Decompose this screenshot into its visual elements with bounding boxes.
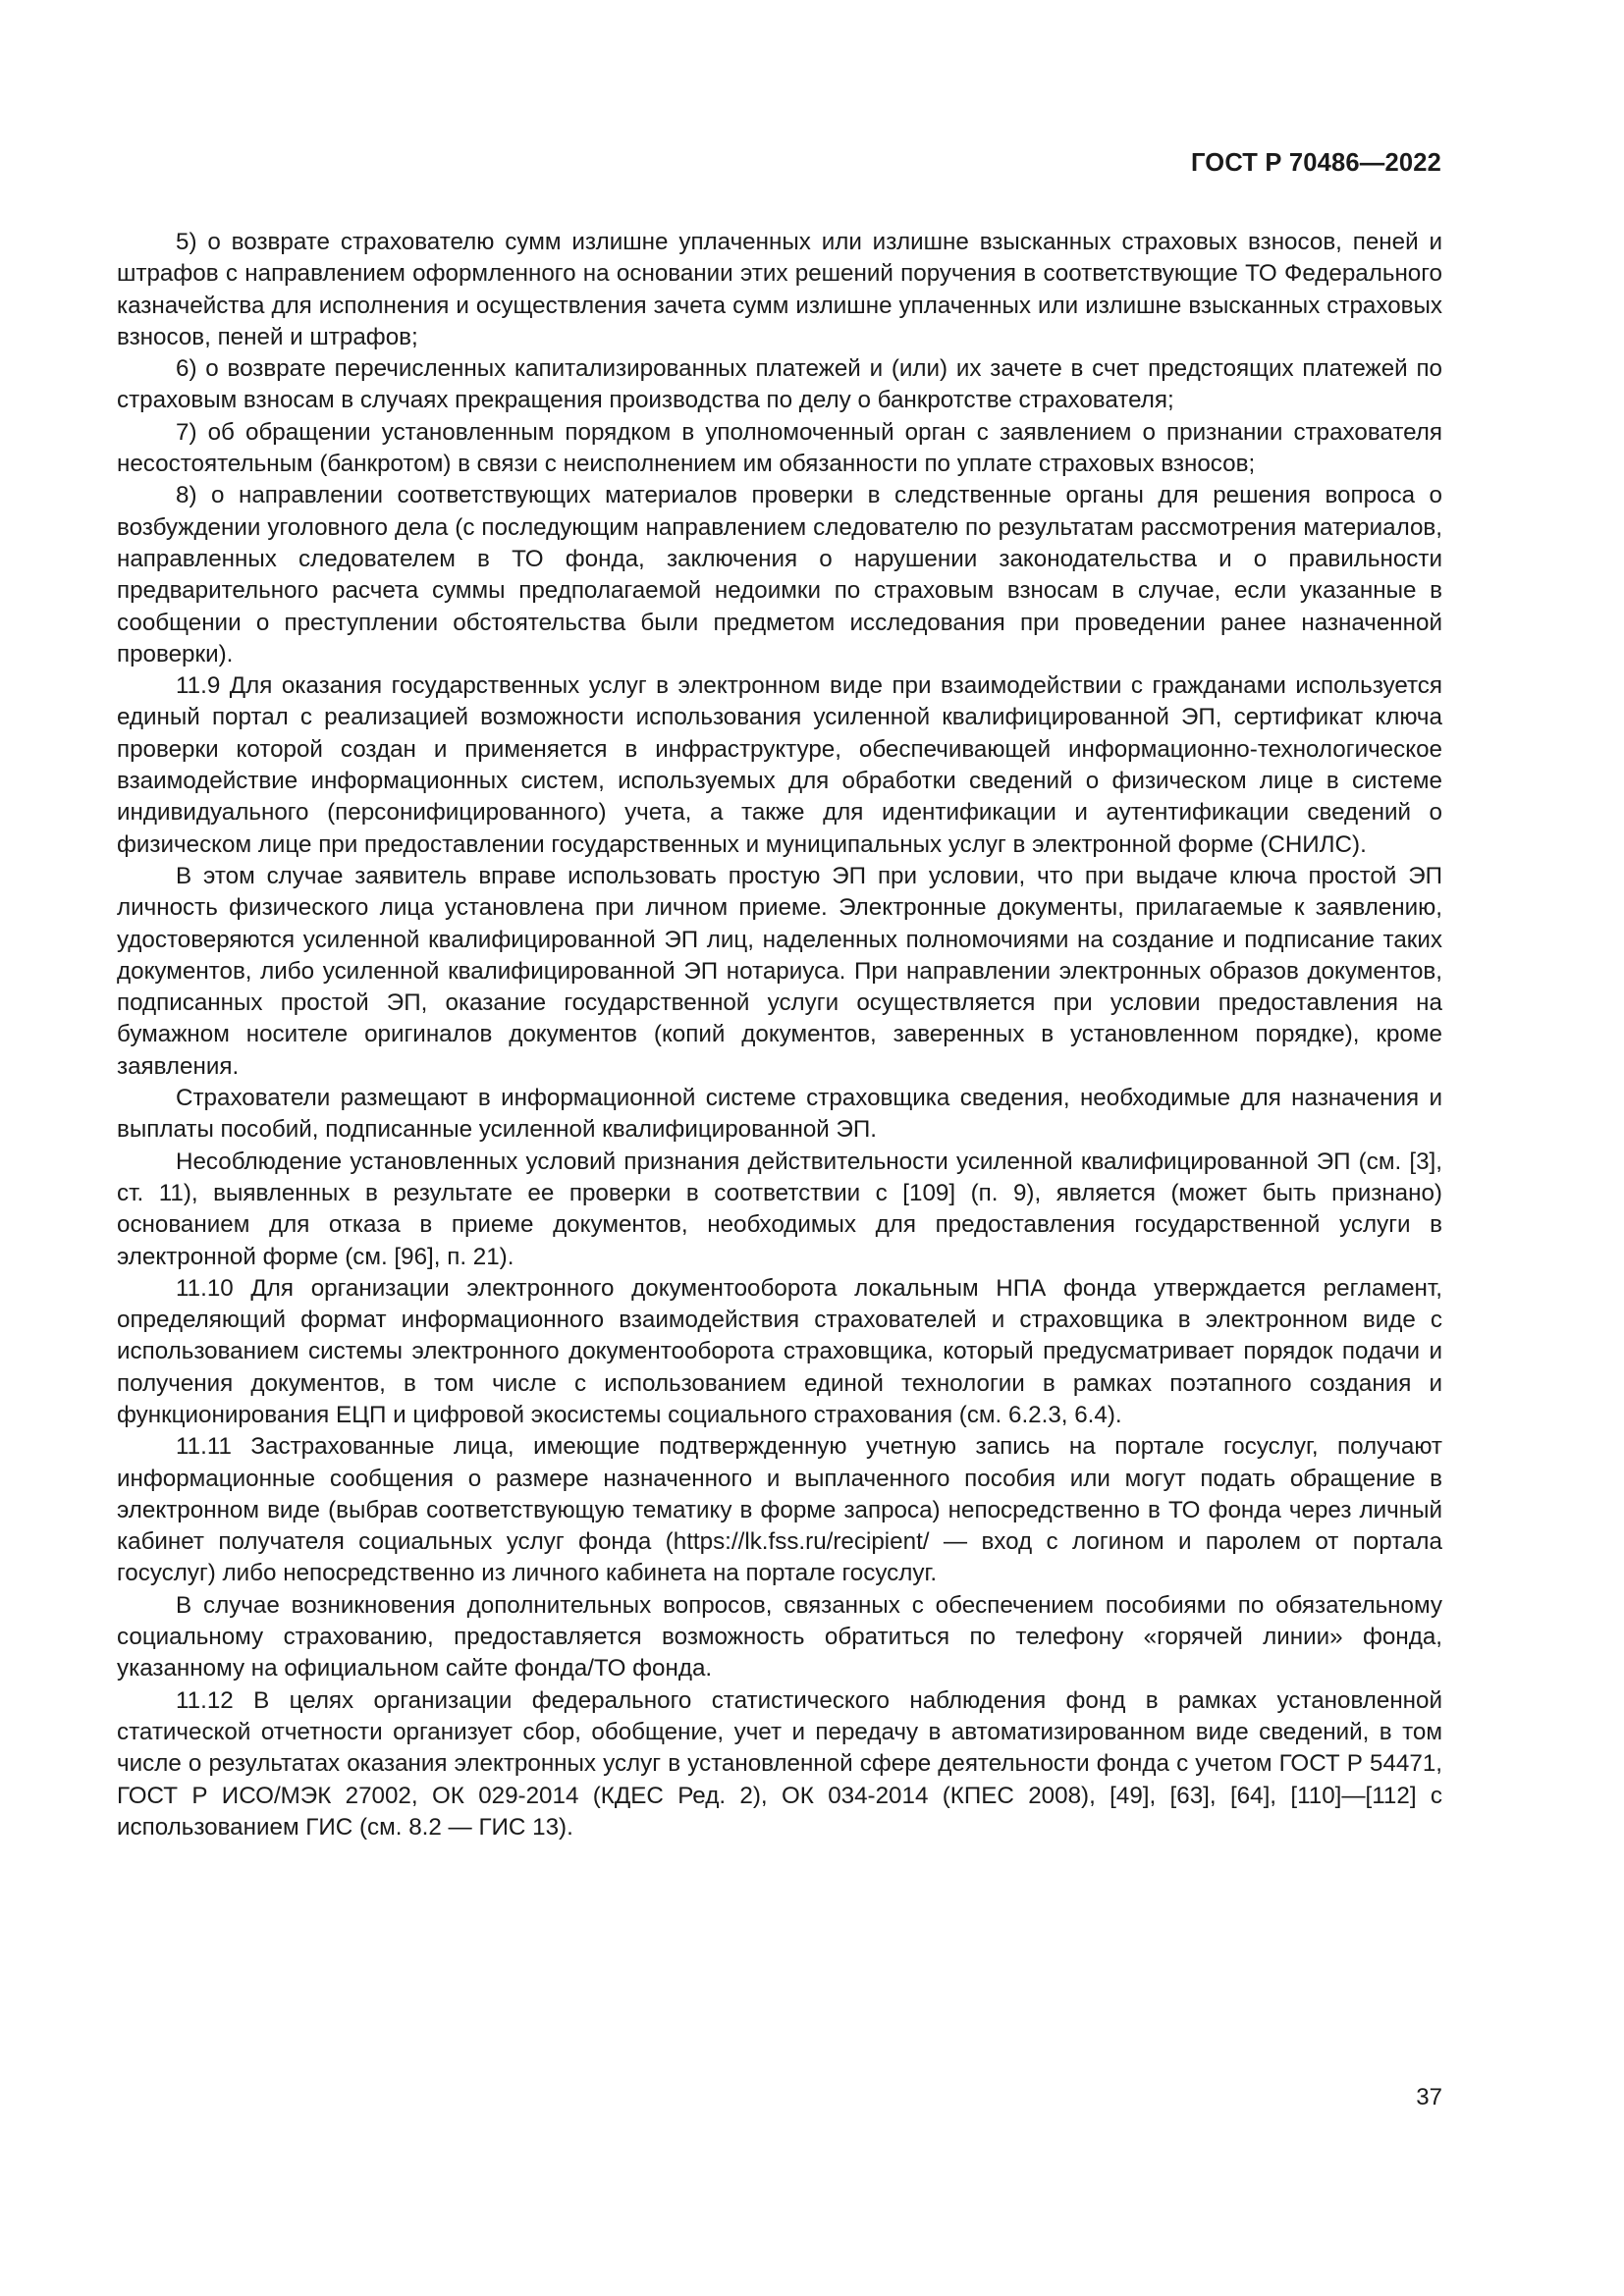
paragraph-11-11: 11.11 Застрахованные лица, имеющие подтвержденную учетную запись на портале госуслуг, получают информационные сообщения о размере назначенного и выплаченного пособия или могут подать обращение в электронном виде (выбрав соответствующую тематику в форме запроса) непосредственно в ТО фонда через личный кабинет получателя социальных услуг фонда (https://lk.fss.ru/recipient/ — вход с логином и паролем от портала госуслуг) либо непосредственно из личного кабинета на портале госуслуг.: [117, 1433, 1442, 1587]
paragraph-6: 6) о возврате перечисленных капитализированных платежей и (или) их зачете в счет предстоящих платежей по страховым взносам в случаях прекращения производства по делу о банкротстве страхователя;: [117, 355, 1442, 414]
paragraph-11-12: 11.12 В целях организации федерального статистического наблюдения фонд в рамках установленной статической отчетности организует сбор, обобщение, учет и передачу в автоматизированном виде сведений, в том числе о результатах оказания электронных услуг в установленной сфере деятельности фонда с учетом ГОСТ Р 54471, ГОСТ Р ИСО/МЭК 27002, ОК 029-2014 (КДЕС Ред. 2), ОК 034-2014 (КПЕС 2008), [49], [63], [64], [110]—[112] с использованием ГИС (см. 8.2 — ГИС 13).: [117, 1686, 1442, 1841]
paragraph-11-9: 11.9 Для оказания государственных услуг в электронном виде при взаимодействии с гражданами используется единый портал с реализацией возможности использования усиленной квалифицированной ЭП, сертификат ключа проверки которой создан и применяется в инфраструктуре, обеспечивающей информационно-технологическое взаимодействие информационных систем, используемых для обработки сведений о физическом лице в системе индивидуального (персонифицированного) учета, а также для идентификации и аутентификации сведений о физическом лице при предоставлении государственных и муниципальных услуг в электронной форме (СНИЛС).: [117, 672, 1442, 858]
document-body: [117, 227, 1442, 1843]
paragraph-non-compliance: Несоблюдение установленных условий признания действительности усиленной квалифицированной ЭП (см. [3], ст. 11), выявленных в результате ее проверки в соответствии с [109] (п. 9), является (может быть признано) основанием для отказа в приеме документов, необходимых для предоставления государственной услуги в электронной форме (см. [96], п. 21).: [117, 1148, 1442, 1270]
paragraph-hotline: В случае возникновения дополнительных вопросов, связанных с обеспечением пособиями по обязательному социальному страхованию, предоставляется возможность обратиться по телефону «горячей линии» фонда, указанному на официальном сайте фонда/ТО фонда.: [117, 1591, 1442, 1682]
paragraph-5: 5) о возврате страхователю сумм излишне уплаченных или излишне взысканных страховых взносов, пеней и штрафов с направлением оформленного на основании этих решений поручения в соответствующие ТО Федерального казначейства для исполнения и осуществления зачета сумм излишне уплаченных или излишне взысканных страховых взносов, пеней и штрафов;: [117, 229, 1442, 350]
document-code-header: ГОСТ Р 70486—2022: [1190, 149, 1441, 177]
paragraph-simple-ep: В этом случае заявитель вправе использовать простую ЭП при условии, что при выдаче ключа простой ЭП личность физического лица установлена при личном приеме. Электронные документы, прилагаемые к заявлению, удостоверяются усиленной квалифицированной ЭП лиц, наделенных полномочиями на создание и подписание таких документов, либо усиленной квалифицированной ЭП нотариуса. При направлении электронных образов документов, подписанных простой ЭП, оказание государственной услуги осуществляется при условии предоставления на бумажном носителе оригиналов документов (копий документов, заверенных в установленном порядке), кроме заявления.: [117, 862, 1442, 1080]
paragraph-11-10: 11.10 Для организации электронного документооборота локальным НПА фонда утверждается регламент, определяющий формат информационного взаимодействия страхователей и страховщика в электронном виде с использованием системы электронного документооборота страховщика, который предусматривает порядок подачи и получения документов, в том числе с использованием единой технологии в рамках поэтапного создания и функционирования ЕЦП и цифровой экосистемы социального страхования (см. 6.2.3, 6.4).: [117, 1274, 1442, 1428]
paragraph-8: 8) о направлении соответствующих материалов проверки в следственные органы для решения вопроса о возбуждении уголовного дела (с последующим направлением следователю по результатам рассмотрения материалов, направленных следователем в ТО фонда, заключения о нарушении законодательства и о правильности предварительного расчета суммы предполагаемой недоимки по страховым взносам в случае, если указанные в сообщении о преступлении обстоятельства были предметом исследования при проведении ранее назначенной проверки).: [117, 482, 1442, 667]
paragraph-7: 7) об обращении установленным порядком в уполномоченный орган с заявлением о признании страхователя несостоятельным (банкротом) в связи с неисполнением им обязанности по уплате страховых взносов;: [117, 418, 1442, 478]
page-number: 37: [1416, 2084, 1442, 2110]
paragraph-insurers: Страхователи размещают в информационной системе страховщика сведения, необходимые для назначения и выплаты пособий, подписанные усиленной квалифицированной ЭП.: [117, 1085, 1442, 1144]
